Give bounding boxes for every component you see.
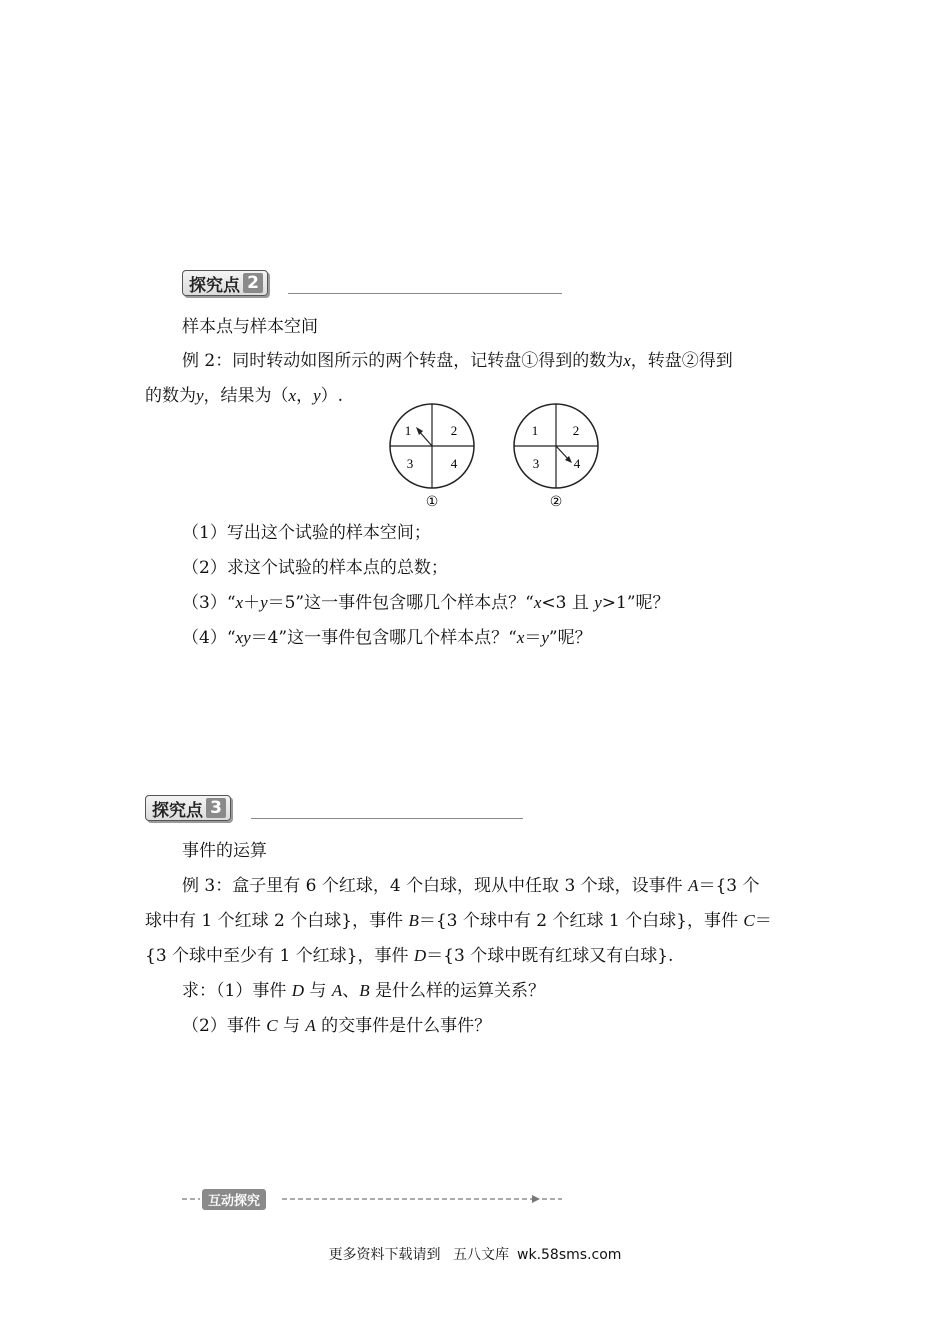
wheel-2-number-4: 4 (573, 456, 581, 471)
interactive-exploration-bar (182, 1188, 562, 1210)
section-3-rule (251, 818, 523, 819)
wheel-2-caption: ② (549, 494, 563, 510)
section-2-heading: 样本点与样本空间 (182, 317, 318, 337)
section-3-heading: 事件的运算 (182, 841, 267, 861)
wheel-2-pointer-arrow (556, 446, 569, 460)
example-2-line-2: 的数为y，结果为（x，y）. (145, 386, 344, 406)
example-3-line-1: 例 3：盒子里有 6 个红球，4 个白球，现从中任取 3 个球，设事件 A＝{3 个 (182, 876, 760, 896)
spinner-figure (380, 400, 620, 515)
section-3-badge-label: 探究点 (152, 800, 203, 821)
wheel-1-number-3: 3 (406, 456, 414, 471)
wheel-2-number-3: 3 (532, 456, 540, 471)
interactive-exploration-label: 互动探究 (202, 1189, 266, 1210)
question-2-4: （4）“xy＝4”这一事件包含哪几个样本点？“x＝y”呢？ (182, 628, 592, 648)
section-2-badge-label: 探究点 (189, 275, 240, 296)
arrow-right-icon (532, 1195, 540, 1203)
footer-text-site-name: 五八文库 (453, 1247, 510, 1263)
wheel-2-number-1: 1 (531, 423, 539, 438)
example-3-line-3: {3 个球中至少有 1 个红球}，事件 D＝{3 个球中既有红球又有白球}. (145, 946, 674, 966)
question-2-2: （2）求这个试验的样本点的总数； (182, 558, 448, 578)
question-2-3: （3）“x＋y＝5”这一事件包含哪几个样本点？“x<3 且 y>1”呢？ (182, 593, 670, 613)
section-2-badge (182, 270, 268, 296)
footer-link-url[interactable]: wk.58sms.com (517, 1247, 622, 1263)
section-3-badge-number: 3 (206, 798, 226, 818)
spinner-wheel-1 (390, 404, 474, 510)
example-3-line-2: 球中有 1 个红球 2 个白球}，事件 B＝{3 个球中有 2 个红球 1 个白球}，事件 C＝ (145, 911, 772, 931)
wheel-1-number-2: 2 (450, 423, 458, 438)
wheel-2-number-2: 2 (572, 423, 580, 438)
section-3-badge (145, 795, 231, 821)
page-footer (0, 1244, 950, 1264)
question-3-2: （2）事件 C 与 A 的交事件是什么事件？ (182, 1016, 492, 1036)
question-2-1: （1）写出这个试验的样本空间； (182, 523, 431, 543)
wheel-1-number-1: 1 (404, 423, 412, 438)
example-2-line-1: 例 2：同时转动如图所示的两个转盘，记转盘①得到的数为x，转盘②得到 (182, 351, 733, 371)
section-2-badge-number: 2 (243, 273, 263, 293)
wheel-1-caption: ① (425, 494, 439, 510)
section-2-rule (288, 293, 562, 294)
spinner-wheel-2 (514, 404, 598, 510)
question-3-1: 求：（1）事件 D 与 A、B 是什么样的运算关系？ (182, 981, 546, 1001)
footer-text-download: 更多资料下载请到 (328, 1247, 441, 1263)
wheel-1-number-4: 4 (450, 456, 458, 471)
